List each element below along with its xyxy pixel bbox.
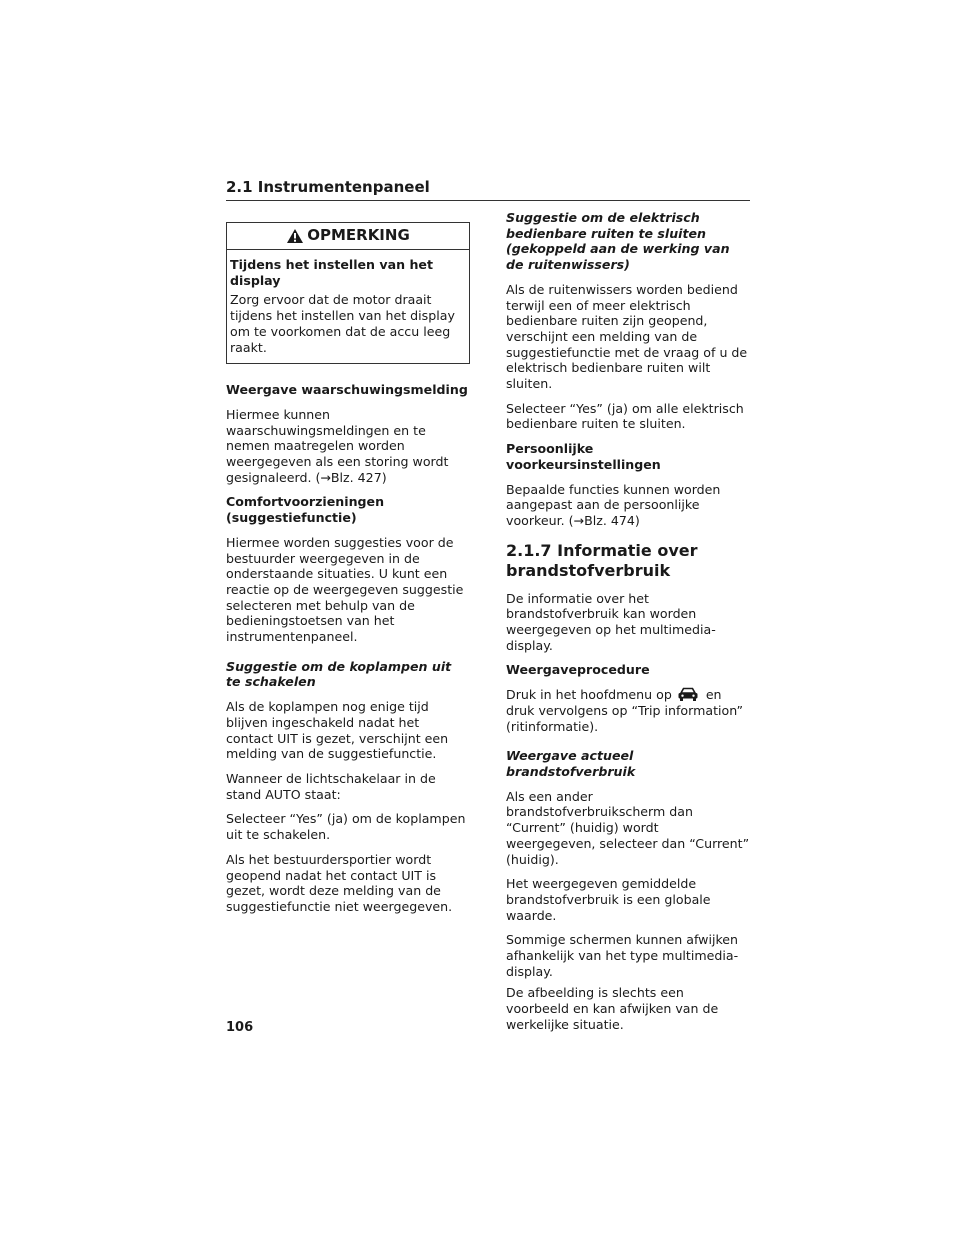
current-heading: Weergave actueel brandstofverbruik [506,748,636,779]
right-column [506,210,750,1042]
current-paragraph-1: Als een ander brandstofverbruikscherm dan “Current” (huidig) wordt weergegeven, selecteer dan “Current” (huidig). [506,788,750,867]
note-box [226,222,470,364]
warning-text: Hiermee kunnen waarschuwingsmeldingen en te nemen maatregelen worden weergegeven als een storing wordt gesignaleerd. (→Blz. 427) [226,406,449,485]
left-column [226,222,470,924]
current-paragraph-4: De afbeelding is slechts een voorbeeld en kan afwijken van de werkelijke situatie. [506,985,719,1032]
current-paragraph-2: Het weergegeven gemiddelde brandstofverbruik is een globale waarde. [506,876,711,923]
windows-heading: Suggestie om de elektrisch bedienbare ruiten te sluiten (gekoppeld aan de werking van de ruitenwissers) [506,210,730,273]
car-icon [676,687,700,702]
warning-triangle-icon [286,228,304,244]
windows-paragraph-1: Als de ruitenwissers worden bediend terwijl een of meer elektrisch bedienbare ruiten zijn geopend, verschijnt een melding van de suggestiefunctie met de vraag of u de elektrisch bedienbare ruiten wilt sluiten. [506,281,748,392]
note-header [227,223,469,250]
preferences-heading: Persoonlijke voorkeursinstellingen [506,441,661,472]
section-title: 2.1.7 Informatie over brandstofverbruik [506,540,698,580]
comfort-text: Hiermee worden suggesties voor de bestuurder weergegeven in de onderstaande situaties. U kunt een reactie op de weergegeven suggestie selecteren met behulp van de bedieningstoetsen van het instrumentenpaneel. [226,534,464,645]
procedure-text-after: en druk vervolgens op “Trip information” (ritinformatie). [506,687,744,734]
preferences-text: Bepaalde functies kunnen worden aangepast aan de persoonlijke voorkeur. (→Blz. 474) [506,481,721,528]
procedure-text-before: Druk in het hoofdmenu op [506,687,672,703]
warning-heading: Weergave waarschuwingsmelding [226,382,468,398]
note-body [227,250,469,363]
current-paragraph-3: Sommige schermen kunnen afwijken afhankelijk van het type multimedia-display. [506,932,739,979]
note-text: Zorg ervoor dat de motor draait tijdens het instellen van het display om te voorkomen dat de accu leeg raakt. [230,292,455,355]
note-label: OPMERKING [307,226,410,245]
section-intro: De informatie over het brandstofverbruik kan worden weergegeven op het multimedia-display. [506,590,716,653]
headlights-heading: Suggestie om de koplampen uit te schakelen [226,658,452,690]
windows-paragraph-2: Selecteer “Yes” (ja) om alle elektrisch bedienbare ruiten te sluiten. [506,400,744,432]
procedure-heading: Weergaveprocedure [506,662,650,678]
note-title: Tijdens het instellen van het display [230,257,433,288]
comfort-heading: Comfortvoorzieningen (suggestiefunctie) [226,494,385,526]
page-number: 106 [226,1020,254,1035]
headlights-paragraph-3: Selecteer “Yes” (ja) om de koplampen uit te schakelen. [226,811,466,843]
headlights-paragraph-4: Als het bestuurdersportier wordt geopend nadat het contact UIT is gezet, wordt deze melding van de suggestiefunctie niet weergegeven. [226,851,453,914]
section-header: 2.1 Instrumentenpaneel [226,178,750,201]
procedure-text [506,687,750,734]
headlights-paragraph-2: Wanneer de lichtschakelaar in de stand AUTO staat: [226,770,436,802]
headlights-paragraph-1: Als de koplampen nog enige tijd blijven ingeschakeld nadat het contact UIT is gezet, verschijnt een melding van de suggestiefunctie. [226,699,449,762]
